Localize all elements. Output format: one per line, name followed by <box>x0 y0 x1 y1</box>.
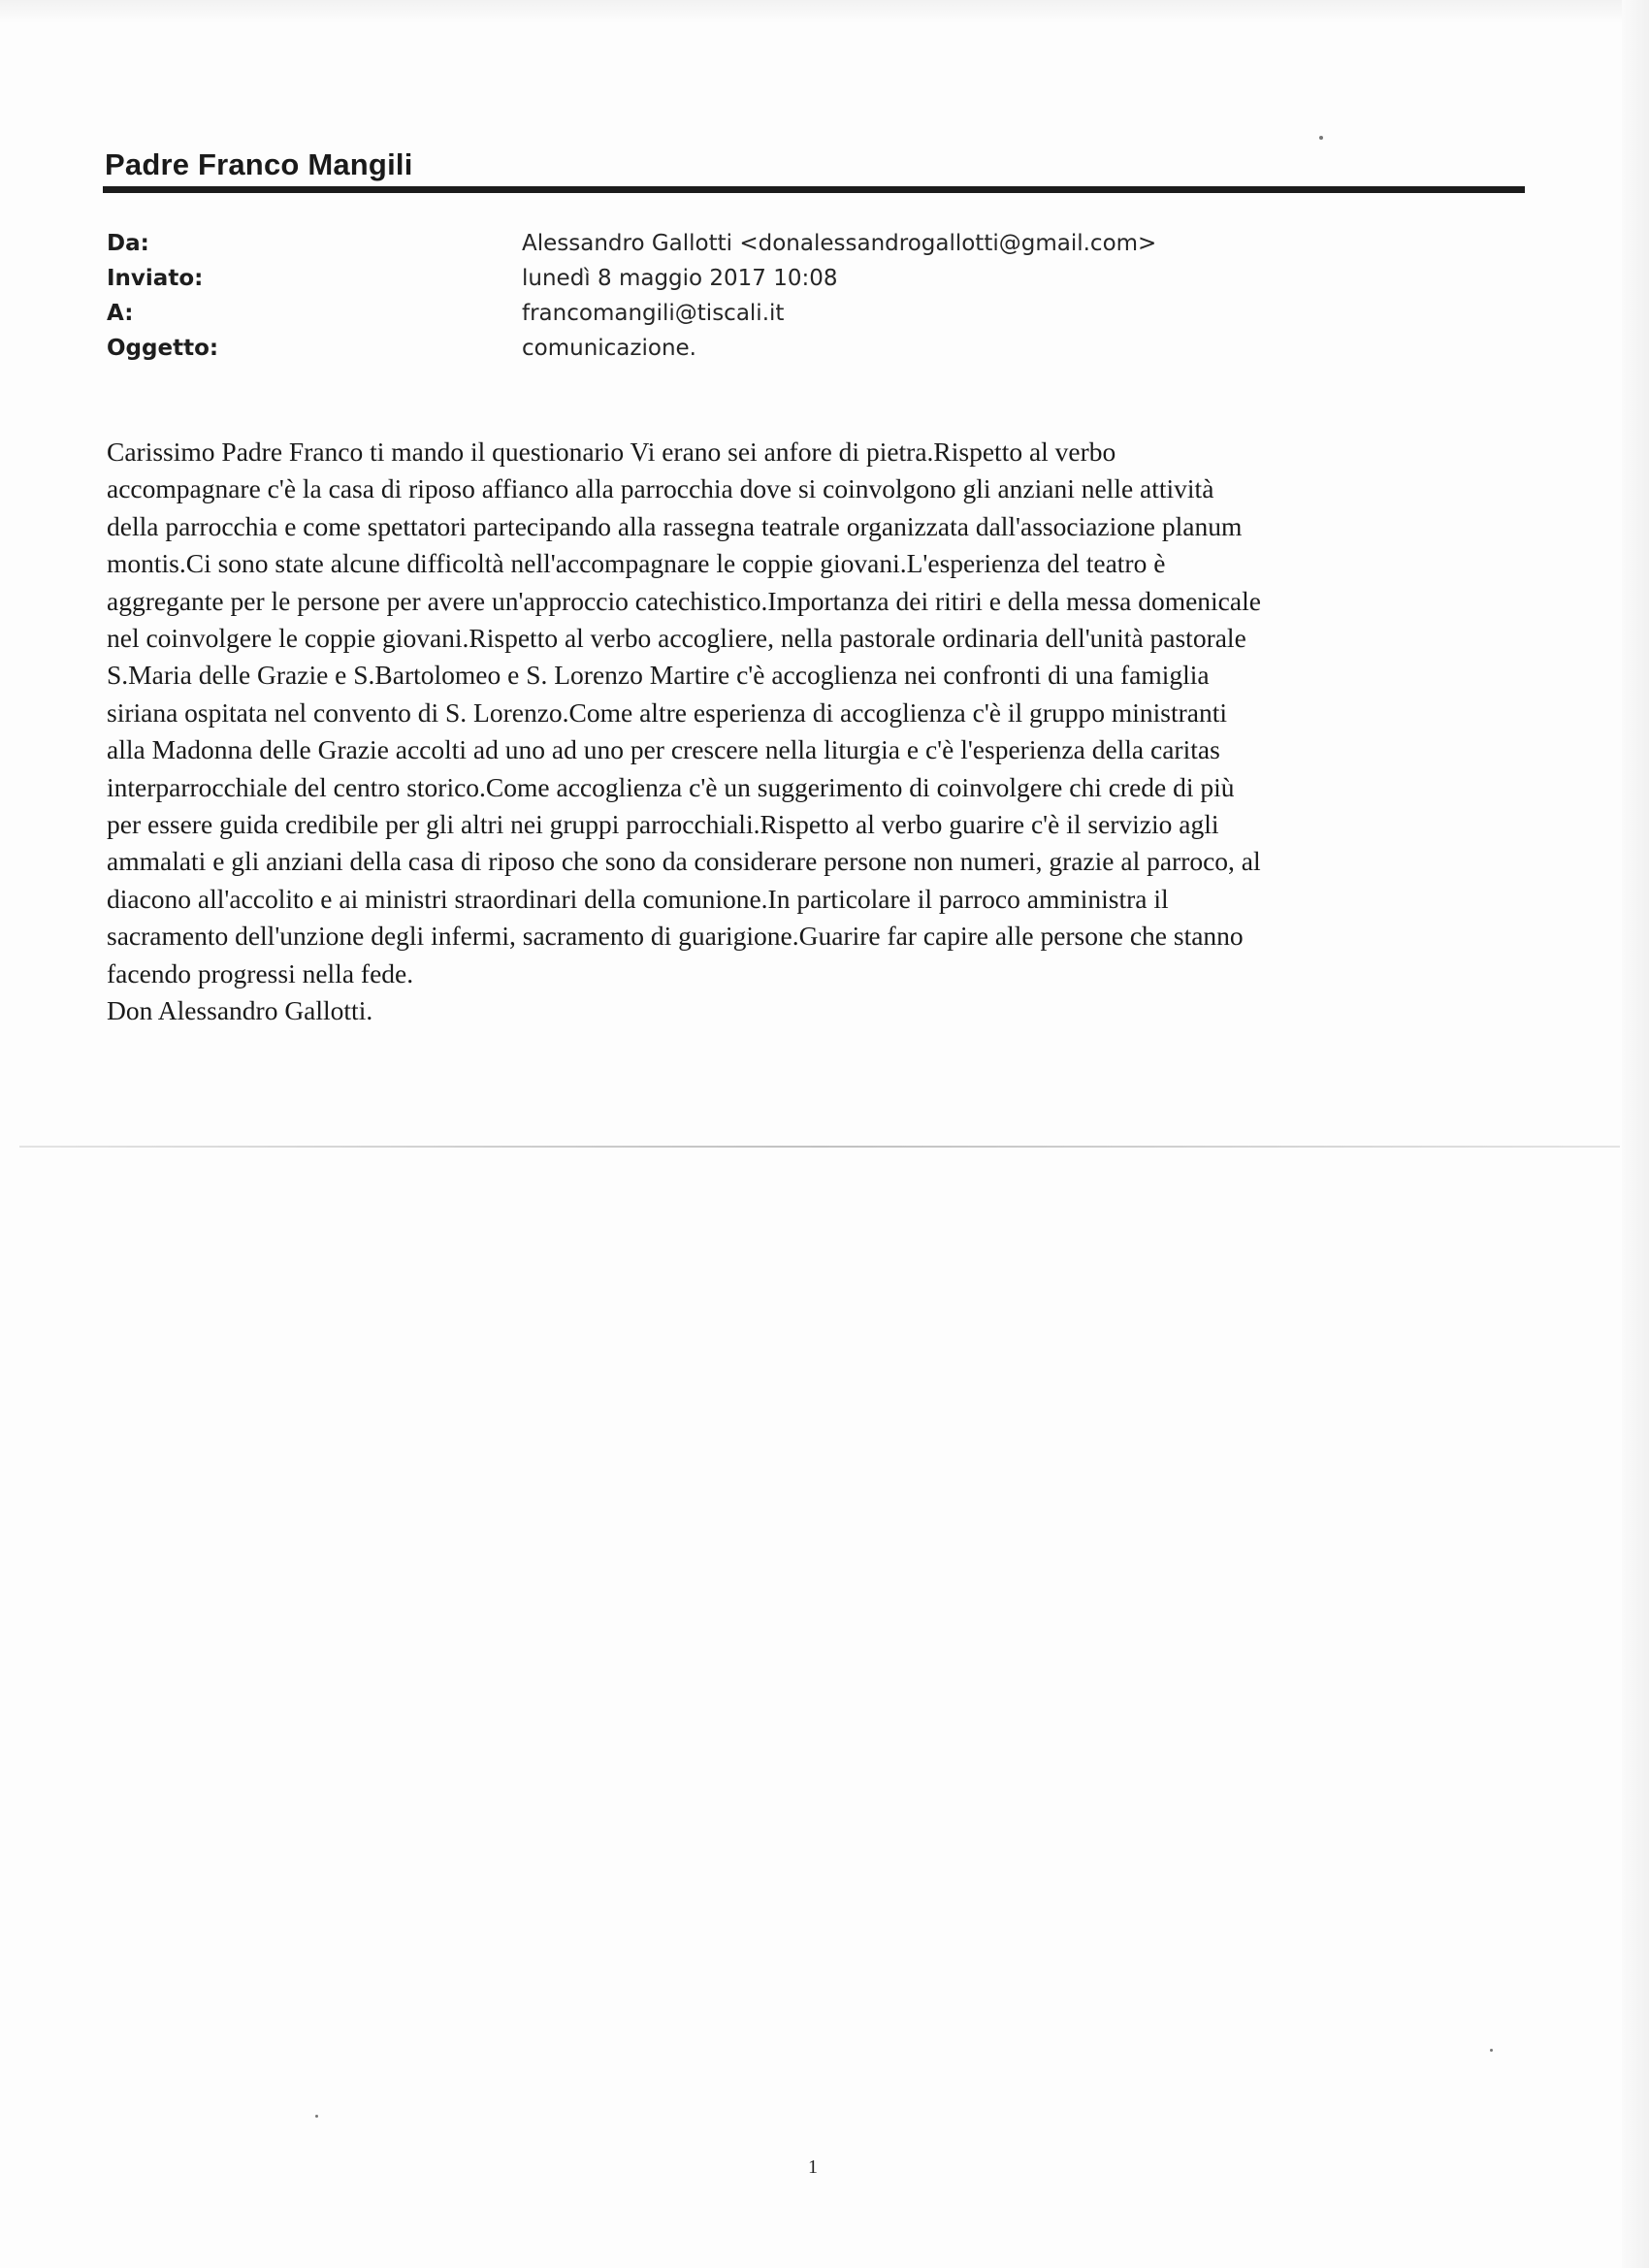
body-line: nel coinvolgere le coppie giovani.Rispetto al verbo accogliere, nella pastorale ordinaria dell'unità pastorale <box>107 623 1246 654</box>
body-line: Carissimo Padre Franco ti mando il questionario Vi erano sei anfore di pietra.Rispetto al verbo <box>107 437 1116 467</box>
body-line: alla Madonna delle Grazie accolti ad uno ad uno per crescere nella liturgia e c'è l'esperienza della caritas <box>107 734 1220 765</box>
signature-line: Don Alessandro Gallotti. <box>107 995 373 1026</box>
subject-value: comunicazione. <box>522 336 696 361</box>
body-line: della parrocchia e come spettatori partecipando alla rassegna teatrale organizzata dall'associazione planum <box>107 510 1243 541</box>
body-line: ammalati e gli anziani della casa di riposo che sono da considerare persone non numeri, grazie al parroco, al <box>107 846 1261 877</box>
body-line: aggregante per le persone per avere un'approccio catechistico.Importanza dei ritiri e della messa domenicale <box>107 585 1261 616</box>
body-line: interparrocchiale del centro storico.Come accoglienza c'è un suggerimento di coinvolgere chi crede di più <box>107 771 1235 802</box>
scan-speck <box>315 2115 318 2118</box>
body-line: accompagnare c'è la casa di riposo affianco alla parrocchia dove si coinvolgono gli anziani nelle attività <box>107 473 1214 504</box>
body-line: per essere guida credibile per gli altri nei gruppi parrocchiali.Rispetto al verbo guarire c'è il servizio agli <box>107 809 1219 840</box>
paper-fold-line <box>19 1146 1620 1148</box>
from-value: Alessandro Gallotti <donalessandrogallotti@gmail.com> <box>522 231 1157 256</box>
body-line: montis.Ci sono state alcune difficoltà nell'accompagnare le coppie giovani.L'esperienza del teatro è <box>107 548 1166 579</box>
page-top-shadow <box>0 0 1649 23</box>
body-line: siriana ospitata nel convento di S. Lorenzo.Come altre esperienza di accoglienza c'è il gruppo ministranti <box>107 697 1227 728</box>
document-title: Padre Franco Mangili <box>105 147 413 181</box>
title-divider <box>103 186 1525 193</box>
page-right-shadow <box>1622 0 1649 2268</box>
page-number: 1 <box>808 2156 818 2178</box>
body-line: sacramento dell'unzione degli infermi, sacramento di guarigione.Guarire far capire alle persone che stanno <box>107 921 1244 952</box>
email-header <box>107 226 1271 366</box>
header-row-from <box>107 226 1271 261</box>
sent-label: Inviato: <box>107 266 204 291</box>
header-row-sent <box>107 261 1271 296</box>
to-value: francomangili@tiscali.it <box>522 301 785 326</box>
header-row-to <box>107 296 1271 331</box>
body-line: S.Maria delle Grazie e S.Bartolomeo e S. Lorenzo Martire c'è accoglienza nei confronti di una famiglia <box>107 660 1210 691</box>
sent-value: lunedì 8 maggio 2017 10:08 <box>522 266 838 291</box>
scan-speck <box>1319 136 1323 140</box>
email-body <box>107 434 1533 1030</box>
to-label: A: <box>107 301 134 326</box>
subject-label: Oggetto: <box>107 336 219 361</box>
from-label: Da: <box>107 231 149 256</box>
header-row-subject <box>107 331 1271 366</box>
scan-speck <box>1490 2049 1493 2052</box>
body-line: diacono all'accolito e ai ministri straordinari della comunione.In particolare il parroco amministra il <box>107 883 1169 914</box>
body-line: facendo progressi nella fede. <box>107 957 414 988</box>
